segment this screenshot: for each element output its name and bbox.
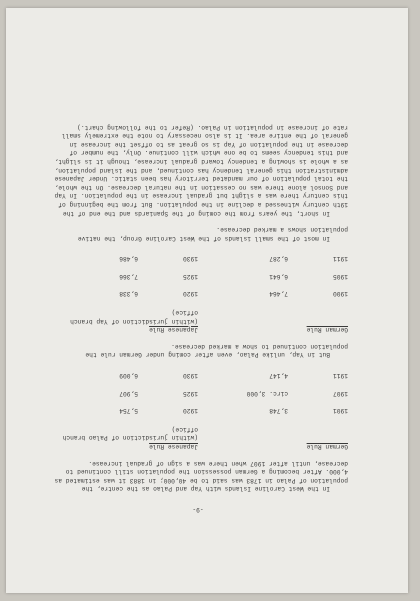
cell-german-year: 1907	[332, 389, 348, 397]
cell-japanese-year: 1925	[182, 389, 198, 397]
cell-german-value: circ. 3,000	[246, 389, 288, 397]
cell-german-value: 6,641	[269, 272, 288, 280]
header-japanese-rule-sub: (within jurisdiction of Yap branch office)	[70, 309, 198, 325]
table-row	[48, 406, 348, 415]
table-row	[48, 289, 348, 298]
cell-japanese-value: 6,338	[119, 290, 138, 298]
paragraph-small-islands: In most of the small islands of the West Caroline Group, the native population shows a marked decrease.	[77, 226, 348, 242]
header-german-rule: German Rule	[306, 443, 348, 451]
header-japanese-rule-title: Japanese Rule	[149, 443, 198, 451]
table-yap	[48, 254, 348, 298]
cell-german-year: 1911	[332, 372, 348, 380]
table-palao	[48, 370, 348, 414]
cell-german-value: 3,748	[269, 407, 288, 415]
cell-german-year: 1901	[332, 407, 348, 415]
paragraph-yap-intro: But in Yap, unlike Palao, even after coming under German rule the population continued to show a marked decrease.	[85, 342, 348, 359]
table-row	[48, 388, 348, 397]
header-japanese-rule	[48, 308, 198, 334]
table-row	[48, 271, 348, 280]
cell-japanese-year: 1930	[182, 372, 198, 380]
rotated-page-content	[6, 8, 408, 593]
header-japanese-rule-title: Japanese Rule	[149, 326, 198, 334]
cell-japanese-value: 7,366	[119, 272, 138, 280]
table-row	[48, 254, 348, 263]
cell-german-year: 1911	[332, 255, 348, 263]
cell-japanese-year: 1930	[182, 255, 198, 263]
cell-japanese-year: 1920	[182, 407, 198, 415]
header-japanese-rule	[48, 424, 198, 450]
cell-german-value: 4,147	[269, 372, 288, 380]
cell-german-value: 6,287	[269, 255, 288, 263]
cell-japanese-value: 5,907	[119, 389, 138, 397]
document-page	[6, 8, 408, 593]
cell-japanese-value: 6,486	[119, 255, 138, 263]
page-number: -9-	[192, 506, 204, 513]
cell-german-value: 7,464	[269, 290, 288, 298]
table-palao-header	[48, 424, 348, 450]
page-body	[48, 114, 348, 513]
header-german-rule: German Rule	[306, 326, 348, 334]
table-yap-header	[48, 308, 348, 334]
cell-japanese-year: 1925	[182, 272, 198, 280]
paragraph-summary: In short, the years from the coming of the Spaniards and the end of the 19th century witnessed a decline in the population. But from the beginning of this century there was a slight but gradual increase in the population. In Yap and Sonsol alone there was no cessation in the natural decrease. On the whole, the total population of our mandated territory has been static. Under Japanese administration this general tendency has continued, and the island population, as a whole is showing a tendency toward gradual increase, though it is slight, and this tendency seems to be one which will continue. Only, the number of decrease in the population of Yap is so great as to offset the increase in general of the entire area. It is also necessary to note the extremely small rate of increase in population in Palao. (Refer to the following chart.)	[54, 123, 348, 217]
cell-japanese-value: 5,754	[119, 407, 138, 415]
header-japanese-rule-sub: (within jurisdiction of Palao branch office)	[62, 425, 198, 442]
cell-japanese-year: 1920	[182, 290, 198, 298]
cell-german-year: 1900	[332, 290, 348, 298]
cell-german-year: 1905	[332, 272, 348, 280]
paragraph-palao-history: In the West Caroline Islands with Yap and Palao as the centre, the population of Palao in 1783 was said to be 40,000; in 1883 it was estimated as 4,000. After becoming a German possession the population still continued to decrease, until after 1907 when there was a sign of gradual increase.	[54, 459, 348, 493]
cell-japanese-value: 6,009	[119, 372, 138, 380]
table-row	[48, 370, 348, 379]
